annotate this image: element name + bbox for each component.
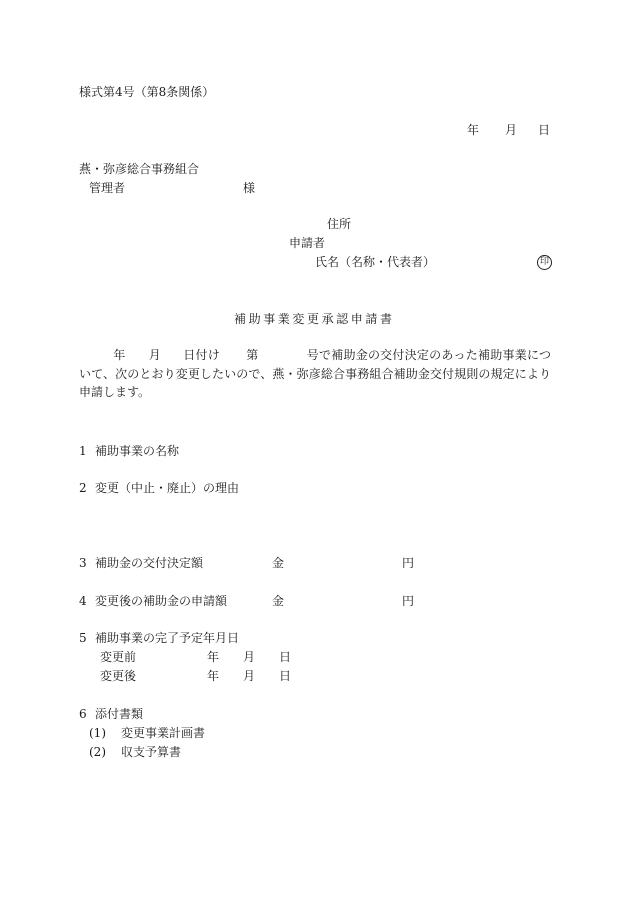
item-5-before-year: 年 [207, 650, 220, 664]
body-year: 年 [113, 348, 126, 362]
applicant-address-label: 住所 [327, 217, 352, 231]
date-day-label: 日 [538, 123, 551, 137]
form-number: 様式第4号（第8条関係） [79, 85, 215, 99]
body-paragraph [79, 346, 551, 402]
addressee-title: 管理者 [89, 181, 126, 195]
item-5-before-day: 日 [279, 650, 292, 664]
attachment-2-label: 収支予算書 [121, 745, 182, 759]
item-5-after-month: 月 [243, 669, 256, 683]
item-5-after-year: 年 [207, 669, 220, 683]
item-4-yen: 円 [402, 594, 415, 608]
body-text: 号で補助金の交付決定のあった補助事業について、次のとおり変更したいので、燕・弥彦総合事務組合補助金交付規則の規定により申請します。 [79, 348, 551, 399]
item-1-label: 補助事業の名称 [95, 444, 180, 458]
item-4-label: 変更後の補助金の申請額 [95, 594, 228, 608]
item-2-label: 変更（中止・廃止）の理由 [95, 481, 240, 495]
item-4-number: 4 [79, 594, 87, 608]
item-3-number: 3 [79, 556, 87, 570]
applicant-name-label: 氏名（名称・代表者） [315, 255, 436, 269]
item-6-number: 6 [79, 707, 87, 721]
addressee-organization: 燕・弥彦総合事務組合 [79, 162, 200, 176]
attachment-2-number: (2) [89, 745, 106, 759]
item-5-before-month: 月 [243, 650, 256, 664]
seal-mark: 印 [537, 255, 552, 270]
item-1-number: 1 [79, 444, 87, 458]
item-5-number: 5 [79, 631, 87, 645]
item-5-after-day: 日 [279, 669, 292, 683]
addressee-honorific: 様 [243, 181, 256, 195]
item-3-kin: 金 [272, 556, 285, 570]
item-4-kin: 金 [272, 594, 285, 608]
attachment-1-label: 変更事業計画書 [121, 726, 206, 740]
item-5-after-label: 変更後 [100, 669, 137, 683]
item-3-yen: 円 [402, 556, 415, 570]
body-no-prefix: 第 [245, 348, 259, 362]
body-day: 日付け [183, 348, 220, 362]
item-5-before-label: 変更前 [100, 650, 137, 664]
applicant-label: 申請者 [289, 236, 326, 250]
attachment-1-number: (1) [89, 726, 106, 740]
document-title: 補助事業変更承認申請書 [234, 312, 395, 326]
item-3-label: 補助金の交付決定額 [95, 556, 204, 570]
item-6-label: 添付書類 [95, 707, 144, 721]
date-year-label: 年 [467, 123, 480, 137]
item-2-number: 2 [79, 481, 87, 495]
body-month: 月 [148, 348, 161, 362]
date-month-label: 月 [505, 123, 518, 137]
item-5-label: 補助事業の完了予定年月日 [95, 631, 240, 645]
